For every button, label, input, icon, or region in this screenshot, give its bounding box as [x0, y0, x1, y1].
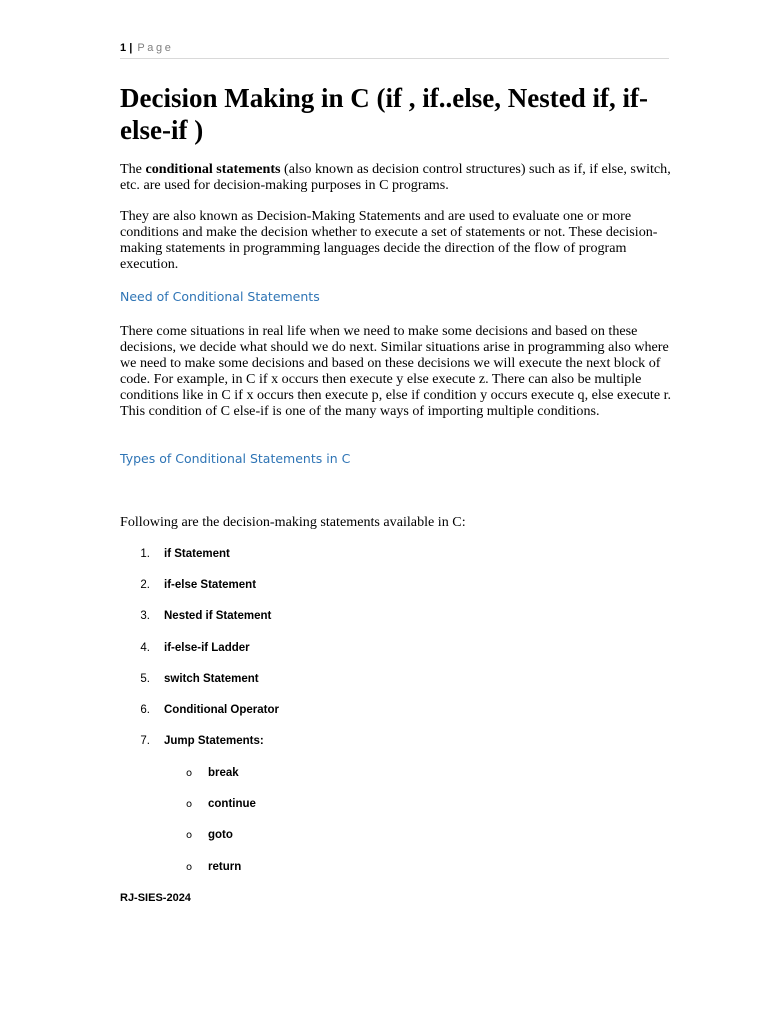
- list-item: [130, 702, 279, 718]
- list-number: 4.: [140, 642, 150, 654]
- page-footer: RJ-SIES-2024: [120, 892, 191, 904]
- list-label: if Statement: [164, 548, 230, 560]
- list-number: 6.: [140, 704, 150, 716]
- list-item: [130, 671, 259, 687]
- list-label: switch Statement: [164, 673, 259, 685]
- bullet-icon: o: [186, 768, 193, 779]
- list-label: Conditional Operator: [164, 704, 279, 716]
- section-heading-need: Need of Conditional Statements: [120, 289, 320, 304]
- list-label: if-else-if Ladder: [164, 642, 250, 654]
- list-number: 1.: [140, 548, 150, 560]
- page-word: Page: [137, 42, 174, 54]
- list-item: [130, 608, 271, 624]
- list-label: Nested if Statement: [164, 610, 272, 622]
- bullet-icon: o: [186, 799, 193, 810]
- sub-list-item: [186, 827, 233, 843]
- sub-list-label: return: [208, 861, 242, 873]
- section-heading-types: Types of Conditional Statements in C: [120, 451, 351, 466]
- types-intro: Following are the decision-making statements available in C:: [120, 514, 466, 530]
- sub-list-item: [186, 796, 256, 812]
- bullet-icon: o: [186, 830, 193, 841]
- sub-list-label: continue: [208, 798, 256, 810]
- list-number: 3.: [140, 610, 150, 622]
- list-item: [130, 733, 264, 749]
- need-paragraph: There come situations in real life when we need to make some decisions and based on these decisions, we decide what should we do next. Similar situations arise in programming also where we need to make some decisions and based on these decisions we will execute the next block of code. For example, in C if x occurs then execute y else execute z. There can also be multiple conditions like in C if x occurs then execute p, else if condition y occurs execute q, else execute r. This condition of C else-if is one of the many ways of importing multiple conditions.: [120, 323, 672, 419]
- list-number: 7.: [140, 735, 150, 747]
- page-separator: |: [129, 42, 133, 54]
- document-title: Decision Making in C (if , if..else, Nested if, if-else-if ): [120, 83, 648, 145]
- intro-lead: The: [120, 161, 146, 177]
- list-number: 2.: [140, 579, 150, 591]
- sub-list-label: goto: [208, 829, 233, 841]
- list-item: [130, 577, 256, 593]
- list-item: [130, 640, 250, 656]
- sub-list-item: [186, 765, 239, 781]
- list-label: Jump Statements:: [164, 735, 264, 747]
- list-item: [130, 546, 230, 562]
- page-number: 1: [120, 42, 127, 54]
- sub-list-item: [186, 859, 241, 875]
- sub-list-label: break: [208, 767, 239, 779]
- intro-bold-term: conditional statements: [145, 161, 281, 177]
- list-number: 5.: [140, 673, 150, 685]
- intro-rest: (also known as decision control structures) such as if, if else, switch, etc. are used for decision-making purposes in C programs.: [120, 161, 671, 193]
- page-header: [120, 40, 669, 59]
- list-label: if-else Statement: [164, 579, 257, 591]
- description-paragraph: They are also known as Decision-Making Statements and are used to evaluate one or more conditions and make the decision whether to execute a set of statements or not. These decision-making statements in programming languages decide the direction of the flow of program execution.: [120, 208, 658, 272]
- intro-paragraph: [120, 161, 672, 193]
- bullet-icon: o: [186, 862, 193, 873]
